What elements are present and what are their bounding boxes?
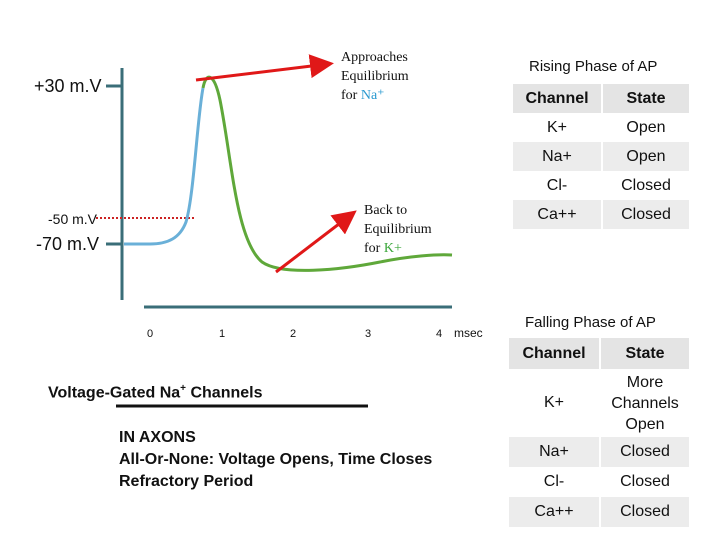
- rising-row-2-channel: Na+: [513, 142, 602, 171]
- annotation-na-ion: Na⁺: [360, 88, 385, 103]
- rising-row-4-state: Closed: [602, 200, 689, 229]
- falling-table-title: Falling Phase of AP: [525, 314, 656, 331]
- x-unit-label: msec: [454, 326, 483, 340]
- arrow-approaches-na: [196, 64, 328, 80]
- notes-line-in-axons: IN AXONS: [119, 429, 196, 446]
- arrow-back-to-k: [276, 214, 352, 272]
- x-tick-3: 3: [365, 328, 372, 340]
- annotation-k-ion: K+: [383, 241, 402, 256]
- falling-table-header: [509, 338, 689, 369]
- rising-table-title: Rising Phase of AP: [529, 58, 658, 75]
- falling-header-channel: Channel: [509, 338, 600, 369]
- x-tick-4: 4: [436, 328, 443, 340]
- annotation-bottom-line2: Equilibrium: [364, 222, 432, 237]
- rising-row-3-state: Closed: [602, 171, 689, 200]
- notes-heading-prefix: Voltage-Gated Na: [48, 384, 181, 402]
- table-row: [513, 200, 689, 229]
- notes-heading-suffix: Channels: [186, 384, 263, 402]
- annotation-top-prefix: for: [341, 88, 361, 103]
- rising-row-3-channel: Cl-: [513, 171, 602, 200]
- falling-phase-table: [509, 338, 689, 527]
- y-label-rest: -70 m.V: [36, 234, 100, 254]
- rising-row-4-channel: Ca++: [513, 200, 602, 229]
- annotation-approaches-na: [341, 48, 409, 105]
- table-row: [509, 369, 689, 437]
- rising-row-1-state: Open: [602, 113, 689, 142]
- falling-row-4-state: Closed: [600, 497, 689, 527]
- falling-header-state: State: [600, 338, 689, 369]
- annotation-bottom-line3: [364, 239, 432, 258]
- rising-phase-table: [513, 84, 689, 229]
- x-tick-2: 2: [290, 328, 297, 340]
- y-label-30mv: +30 m.V: [34, 76, 102, 96]
- falling-row-3-channel: Cl-: [509, 467, 600, 497]
- x-tick-1: 1: [219, 328, 226, 340]
- annotation-bottom-line1: Back to: [364, 203, 408, 218]
- table-row: [509, 437, 689, 467]
- rising-row-1-channel: K+: [513, 113, 602, 142]
- annotation-top-line2: Equilibrium: [341, 69, 409, 84]
- table-row: [513, 142, 689, 171]
- table-row: [513, 113, 689, 142]
- annotation-back-to-k: [364, 201, 432, 258]
- falling-row-2-state: Closed: [600, 437, 689, 467]
- x-tick-0: 0: [147, 328, 154, 340]
- notes-line-refractory: Refractory Period: [119, 473, 254, 490]
- falling-row-2-channel: Na+: [509, 437, 600, 467]
- notes-heading-sup: +: [180, 383, 187, 394]
- annotation-top-line3: [341, 86, 409, 105]
- y-label-threshold: -50 m.V: [48, 211, 98, 227]
- table-row: [509, 497, 689, 527]
- rising-phase-curve: [124, 88, 203, 244]
- notes-heading: [48, 383, 262, 402]
- rising-table-header: [513, 84, 689, 113]
- table-row: [509, 467, 689, 497]
- falling-row-1-state: More Channels Open: [600, 369, 689, 437]
- rising-header-state: State: [602, 84, 689, 113]
- annotation-bottom-prefix: for: [364, 241, 384, 256]
- falling-row-1-channel: K+: [509, 369, 600, 437]
- rising-row-2-state: Open: [602, 142, 689, 171]
- falling-row-4-channel: Ca++: [509, 497, 600, 527]
- notes-body: [119, 427, 432, 493]
- notes-line-all-or-none: All-Or-None: Voltage Opens, Time Closes: [119, 451, 433, 468]
- rising-header-channel: Channel: [513, 84, 602, 113]
- falling-row-3-state: Closed: [600, 467, 689, 497]
- table-row: [513, 171, 689, 200]
- annotation-top-line1: Approaches: [341, 50, 408, 65]
